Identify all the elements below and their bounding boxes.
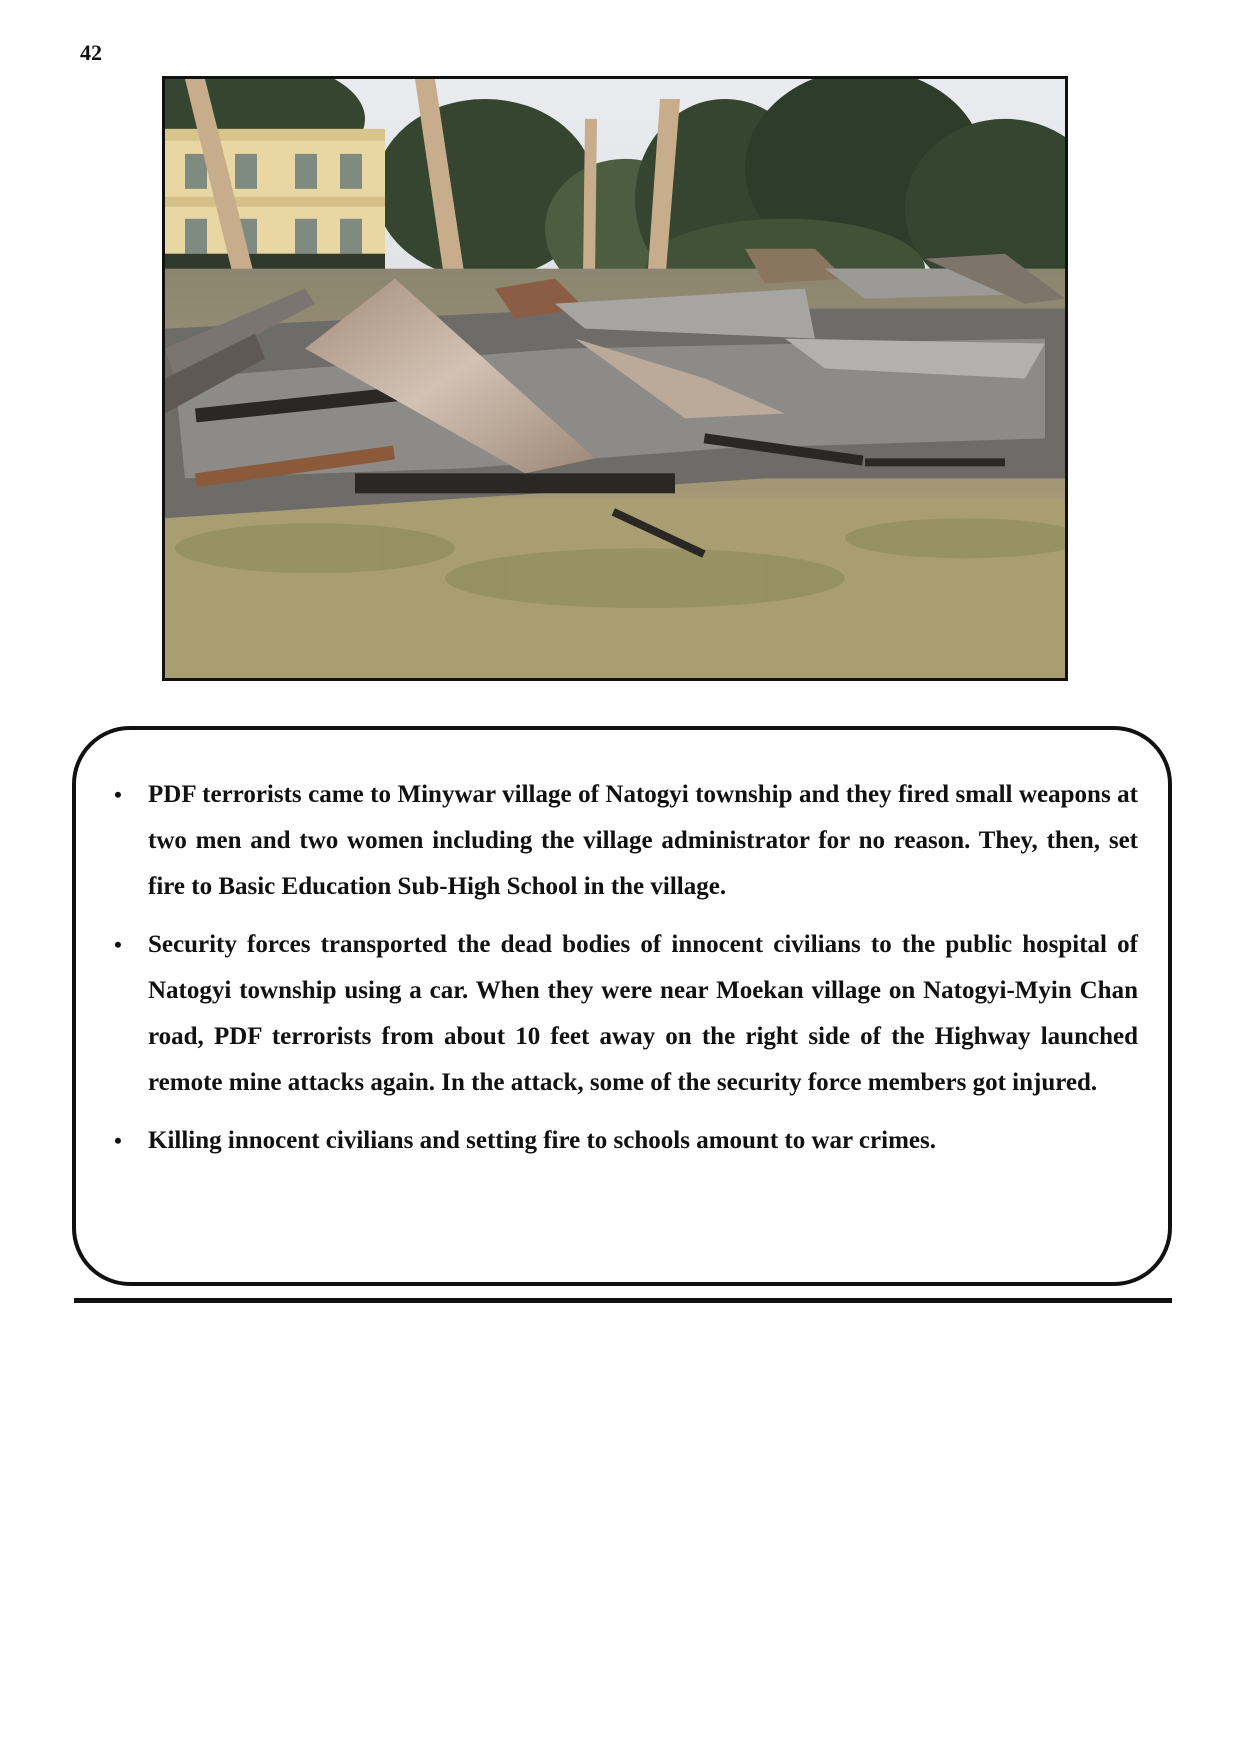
bullet-icon: • <box>114 1128 122 1153</box>
bullet-text: PDF terrorists came to Minywar village of Natogyi township and they fired small weapons at two men and two women including the village administrator for no reason. They, then, set fire to Basic Education Sub-High School in the village. <box>148 781 1138 900</box>
bullet-icon: • <box>114 782 122 807</box>
summary-box <box>72 726 1172 1286</box>
burned-school-photo <box>162 76 1068 681</box>
bullet-text: Security forces transported the dead bodies of innocent civilians to the public hospital of Natogyi township using a car. When they were near Moekan village on Natogyi-Myin Chan road, PDF terrorists from about 10 feet away on the right side of the Highway launched remote mine attacks again. In the attack, some of the security force members got injured. <box>148 931 1138 1096</box>
list-item <box>106 922 1138 1106</box>
bullet-list <box>106 772 1138 1176</box>
school-building <box>165 129 385 272</box>
page-number: 42 <box>80 40 102 65</box>
list-item <box>106 772 1138 910</box>
divider-rule <box>74 1298 1172 1303</box>
burned-school-illustration <box>165 79 1065 678</box>
bullet-icon: • <box>114 932 122 957</box>
list-item <box>106 1118 1138 1164</box>
bullet-text: Killing innocent civilians and setting fire to schools amount to war crimes. <box>148 1127 936 1154</box>
